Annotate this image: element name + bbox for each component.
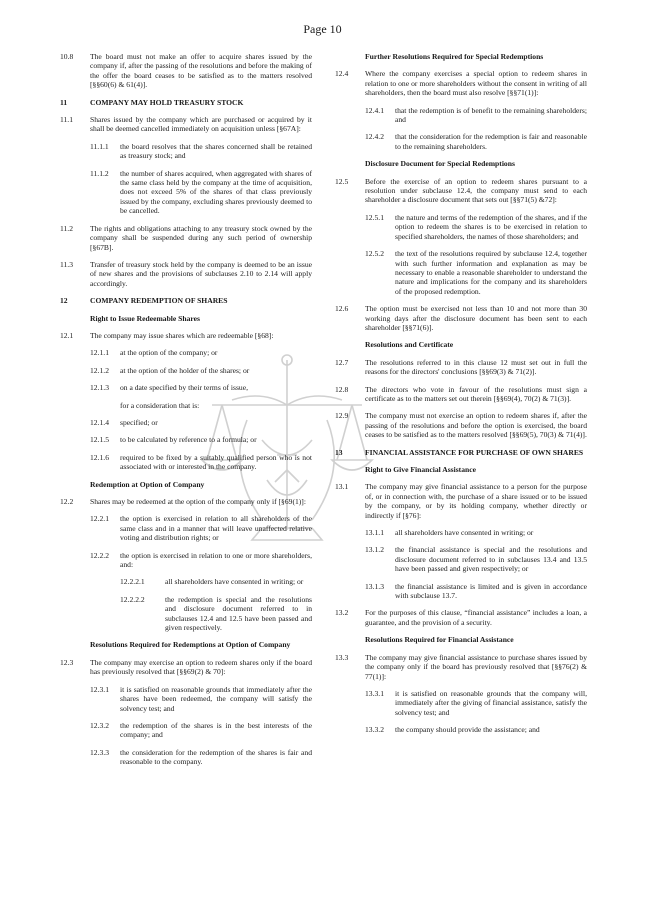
clause-paragraph [60,551,312,570]
clause-text: Shares issued by the company which are purchased or acquired by it shall be deemed cancelled immediately on acquisition unless [§67A]: [90,115,312,134]
clause-paragraph [335,213,587,241]
clause-text: the company should provide the assistance; and [395,725,540,735]
clause-text: Before the exercise of an option to redeem shares pursuant to a resolution under subclause 12.4, the company must send to each shareholder a disclosure document that sets out [§§71(5) &72]: [365,176,587,205]
clause-paragraph [60,260,312,288]
clause-paragraph [335,132,587,151]
clause-number: 12.1.3 [90,383,109,393]
clause-text: at the option of the company; or [120,348,218,358]
clause-paragraph [60,348,312,357]
clause-number: 12.2.2 [90,550,109,560]
clause-text: it is satisfied on reasonable grounds that immediately after the shares have been redeemed, the company will satisfy the solvency test; and [120,684,312,713]
clause-number: 12.7 [335,357,349,367]
clause-number: 12.2.1 [90,514,109,524]
clause-text: the text of the resolutions required by subclause 12.4, together with such further information and explanation as may be necessary to enable a reasonable shareholder to understand the nature and implications for the company and its shareholders of the proposed redemption. [395,249,587,296]
clause-paragraph [60,497,312,506]
clause-heading [60,98,312,107]
clause-number: 12.4.2 [365,132,384,142]
clause-text: The company may give financial assistance to a person for the purpose of, or in connection with, the purchase of a share issued or to be issued by the company, or by its holding company, whether directly or indirectly if [§76]: [365,482,587,520]
clause-text: all shareholders have consented in writing; or [165,577,304,587]
left-column [60,52,312,767]
clause-number: 12.3.3 [90,747,109,757]
clause-number: 11.1 [60,115,74,125]
clause-number: 12.2 [60,497,74,506]
clause-number: 13.1 [335,482,349,492]
clause-text: Disclosure Document for Special Redemptions [365,159,515,169]
clause-number: 11.2 [60,223,74,233]
clause-number: 13.1.1 [365,528,384,538]
clause-paragraph [335,545,587,573]
clause-text: Resolutions Required for Financial Assistance [365,635,514,645]
clause-paragraph [60,366,312,375]
clause-text: the financial assistance is limited and is given in accordance with subclause 13.7. [395,581,587,601]
clause-paragraph [60,52,312,90]
clause-number: 12.5 [335,176,349,186]
section-subheading [335,159,587,168]
clause-number: 13.2 [335,608,349,618]
clause-heading [335,448,587,457]
clause-paragraph [60,331,312,340]
section-subheading [60,314,312,323]
clause-number: 12.8 [335,384,349,394]
clause-text: the board resolves that the shares concerned shall be retained as treasury stock; and [120,141,312,161]
clause-number: 11.1.1 [90,141,109,151]
clause-text: the nature and terms of the redemption of the shares, and if the option to redeem the shares is to be exercised in relation to specified shareholders, the names of those shareholders; and [395,212,587,241]
section-subheading [335,465,587,474]
clause-number: 12.1.5 [90,435,109,445]
clause-number: 12.3.2 [90,720,109,730]
clause-number: 11.1.2 [90,168,109,178]
clause-text: Resolutions and Certificate [365,340,454,350]
clause-paragraph [60,115,312,134]
clause-text: the redemption of the shares is in the best interests of the company; and [120,720,312,740]
clause-text: the consideration for the redemption of the shares is fair and reasonable to the company. [120,747,312,767]
clause-text: it is satisfied on reasonable grounds that the company will, immediately after the giving of financial assistance, satisfy the solvency test; and [395,688,587,717]
clause-number: 12.6 [335,304,349,314]
clause-number: 13.1.2 [365,545,384,555]
clause-text: The company may give financial assistance to purchase shares issued by the company only if the board has previously resolved that [§§76(2) & 77(1)]: [365,652,587,681]
clause-text: Where the company exercises a special option to redeem shares in relation to one or more shareholders without the consent in writing of all shareholders, then the board must also resolve [§§71(1)]: [365,69,587,98]
clause-paragraph [60,595,312,633]
clause-text: the option is exercised in relation to one or more shareholders, and: [120,550,312,570]
clause-text: Right to Issue Redeemable Shares [90,313,200,323]
clause-text: The resolutions referred to in this clause 12 must set out in full the reasons for the directors' conclusions [§§69(3) & 71(2)]. [365,357,587,377]
clause-text: COMPANY MAY HOLD TREASURY STOCK [90,97,244,107]
clause-text: that the redemption is of benefit to the remaining shareholders; and [395,105,587,125]
section-subheading [335,340,587,349]
page-title: Page 10 [303,22,342,36]
clause-paragraph [60,685,312,713]
clause-text: FINANCIAL ASSISTANCE FOR PURCHASE OF OWN SHARES [365,447,584,457]
clause-text: The rights and obligations attaching to any treasury stock owned by the company shall be suspended during any such period of ownership [§67B]. [90,223,312,252]
clause-paragraph [60,721,312,740]
clause-number: 13.1.3 [365,581,384,591]
clause-text: Resolutions Required for Redemptions at Option of Company [90,640,291,650]
clause-number: 13.3.1 [365,688,384,698]
clause-text: The directors who vote in favour of the resolutions must sign a certificate as to the matters set out therein [§§69(4), 70(2) & 71(3)]. [365,384,587,403]
clause-number: 13 [335,447,343,457]
clause-number: 12.1.4 [90,417,109,427]
clause-text: Further Resolutions Required for Special Redemptions [365,52,544,61]
clause-paragraph [60,224,312,252]
clause-number: 12.2.2.2 [120,594,145,604]
clause-number: 12.2.2.1 [120,577,145,587]
clause-paragraph [60,658,312,677]
section-subheading [60,480,312,489]
clause-text: The company may exercise an option to redeem shares only if the board has previously resolved that [§§69(2) & 70]: [90,657,312,677]
clause-number: 12.1 [60,330,74,340]
clause-text: all shareholders have consented in writing; or [395,528,534,538]
clause-number: 13.3.2 [365,725,384,735]
clause-number: 12.3.1 [90,684,109,694]
right-column [335,52,587,735]
clause-paragraph [335,358,587,377]
clause-paragraph [335,653,587,681]
clause-text: Transfer of treasury stock held by the company is deemed to be an issue of new shares and the provisions of subclauses 2.10 to 2.14 will apply accordingly. [90,259,312,288]
clause-paragraph [335,725,587,734]
clause-number: 12.1.1 [90,348,109,358]
clause-text: The board must not make an offer to acquire shares issued by the company if, after the passing of the resolutions and before the making of the offer the board ceases to be satisfied as to the matters resolved [§§60(6) & 61(4)]. [90,52,312,90]
clause-paragraph [335,689,587,717]
clause-paragraph [335,177,587,205]
clause-number: 12.4.1 [365,105,384,115]
clause-number: 11 [60,97,68,107]
clause-paragraph [335,69,587,97]
section-subheading [335,52,587,61]
clause-paragraph [335,608,587,627]
clause-text: Shares may be redeemed at the option of the company only if [§69(1)]: [90,497,306,506]
clause-number: 13.3 [335,652,349,662]
clause-text: for a consideration that is: [120,400,200,410]
clause-number: 12.1.2 [90,365,109,375]
clause-number: 11.3 [60,259,74,269]
clause-paragraph [60,748,312,767]
clause-paragraph [335,249,587,296]
clause-text: the financial assistance is special and the resolutions and disclosure document referred to in subclauses 13.4 and 13.5 have been passed and given respectively; or [395,545,587,574]
clause-number: 12.1.6 [90,452,109,462]
clause-text: For the purposes of this clause, “financial assistance” includes a loan, a guarantee, and the provision of a security. [365,608,587,627]
clause-number: 12.9 [335,411,349,421]
clause-text: at the option of the holder of the shares; or [120,365,250,375]
clause-paragraph [335,482,587,520]
clause-text: to be calculated by reference to a formula; or [120,435,257,445]
clause-text: the number of shares acquired, when aggregated with shares of the same class held by the company at the time of acquisition, does not exceed 5% of the shares of that class previously issued by the company, excluding shares previously deemed to be cancelled. [120,168,312,216]
clause-number: 12.5.2 [365,249,384,259]
clause-text: The option must be exercised not less than 10 and not more than 30 working days after the disclosure document has been sent to each shareholder [§§71(6)]. [365,304,587,332]
clause-paragraph [335,582,587,601]
clause-text: required to be fixed by a suitably qualified person who is not associated with or interested in the company. [120,452,312,472]
clause-paragraph [60,142,312,161]
clause-paragraph [60,514,312,542]
clause-text: specified; or [120,417,158,427]
section-subheading [60,640,312,649]
clause-number: 10.8 [60,52,74,61]
clause-paragraph [60,435,312,444]
clause-paragraph [335,411,587,439]
clause-paragraph [335,304,587,332]
clause-number: 12.4 [335,69,349,79]
clause-heading [60,296,312,305]
clause-paragraph [335,385,587,404]
clause-paragraph [335,528,587,537]
clause-text: that the consideration for the redemption is fair and reasonable to the remaining shareholders. [395,132,587,151]
clause-number: 12.3 [60,657,74,667]
clause-text: COMPANY REDEMPTION OF SHARES [90,296,228,306]
clause-text: on a date specified by their terms of issue, [120,383,248,393]
clause-text: the option is exercised in relation to all shareholders of the same class and in a manner that will leave unaffected relative voting and distribution rights; or [120,514,312,543]
section-subheading [335,635,587,644]
clause-text: the redemption is special and the resolutions and disclosure document referred to in subclauses 12.4 and 12.5 have been passed and given respectively. [165,594,312,633]
clause-text: Redemption at Option of Company [90,479,205,489]
clause-text: The company may issue shares which are redeemable [§68]: [90,330,274,340]
clause-paragraph [60,453,312,472]
clause-number: 12 [60,296,68,306]
clause-paragraph [60,418,312,427]
clause-text: Right to Give Financial Assistance [365,465,476,474]
clause-text: The company must not exercise an option to redeem shares if, after the passing of the resolutions and before the option is exercised, the board ceases to be satisfied as to the matters resolved [§§69(5), 70(3) & 71(4)]. [365,411,587,440]
clause-paragraph [60,401,312,410]
clause-paragraph [60,383,312,392]
clause-paragraph [60,169,312,216]
clause-paragraph [60,577,312,586]
clause-paragraph [335,106,587,125]
clause-number: 12.5.1 [365,212,384,222]
